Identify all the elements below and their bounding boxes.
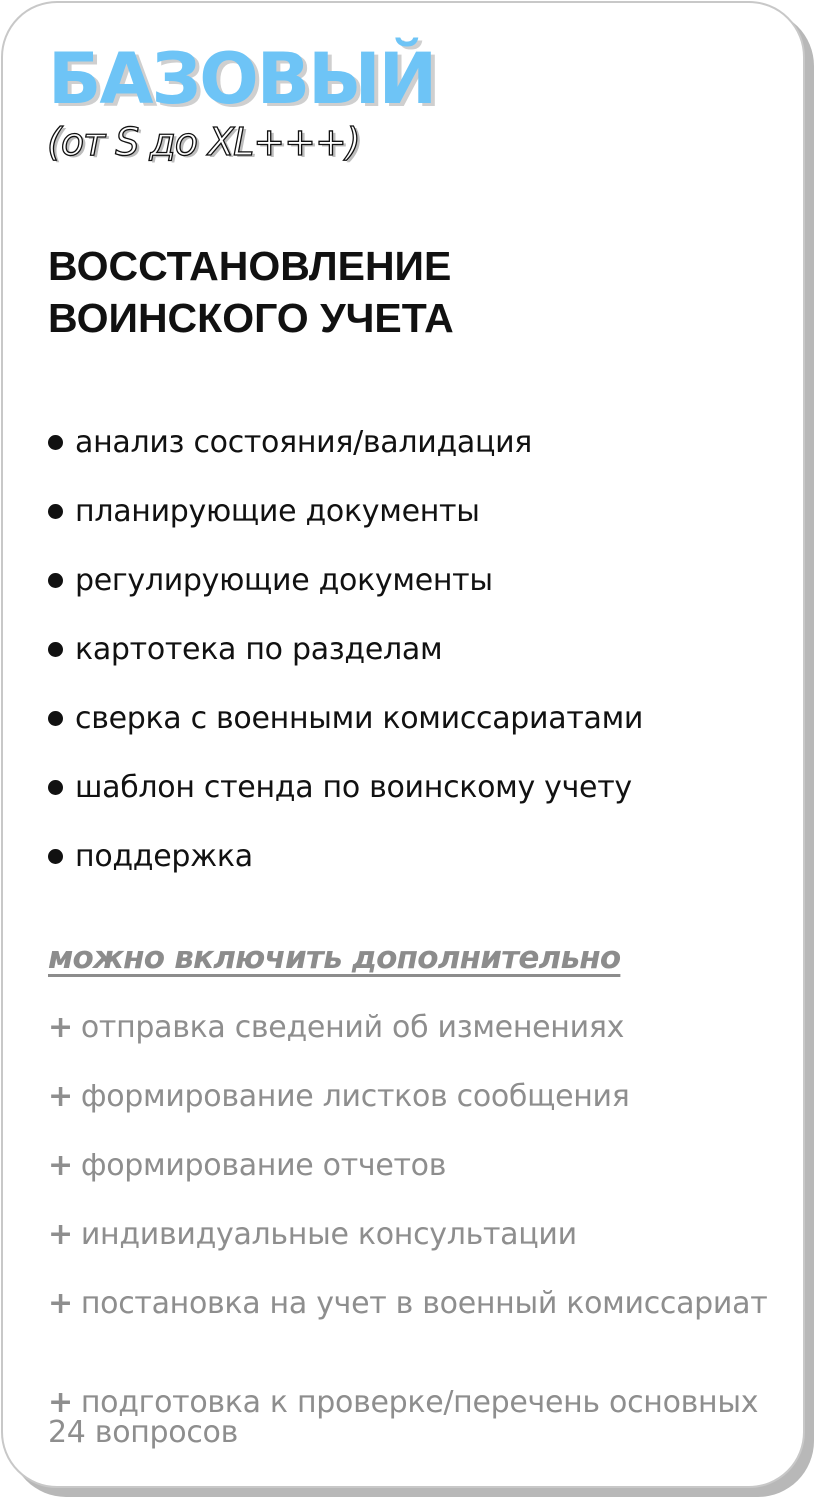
feature-label: картотека по разделам	[75, 632, 443, 667]
feature-item	[48, 765, 643, 834]
extra-label: постановка на учет в военный комиссариат	[80, 1286, 768, 1321]
feature-item	[48, 696, 643, 765]
feature-label: планирующие документы	[75, 494, 480, 529]
plan-title: БАЗОВЫЙ	[48, 38, 436, 120]
feature-label: шаблон стенда по воинскому учету	[75, 770, 632, 805]
feature-item	[48, 420, 643, 489]
bullet-icon	[48, 642, 63, 657]
extra-item	[48, 1380, 768, 1479]
extra-label: формирование листков сообщения	[80, 1079, 630, 1114]
bullet-icon	[48, 780, 63, 795]
extras-list	[48, 1005, 768, 1479]
feature-label: регулирующие документы	[75, 563, 493, 598]
extra-item	[48, 1005, 768, 1074]
extra-label: подготовка к проверке/перечень основных 24 вопросов	[48, 1385, 759, 1450]
feature-label: поддержка	[75, 839, 253, 874]
plus-icon: +	[48, 1079, 73, 1114]
extras-heading: можно включить дополнительно	[48, 940, 621, 976]
feature-item	[48, 489, 643, 558]
feature-list	[48, 420, 643, 903]
bullet-icon	[48, 504, 63, 519]
feature-item	[48, 558, 643, 627]
service-title-line-1: ВОССТАНОВЛЕНИЕ	[48, 243, 452, 289]
service-title-line-2: ВОИНСКОГО УЧЕТА	[48, 295, 454, 341]
plus-icon: +	[48, 1385, 73, 1420]
bullet-icon	[48, 435, 63, 450]
service-title	[48, 240, 454, 344]
feature-item	[48, 627, 643, 696]
bullet-icon	[48, 849, 63, 864]
feature-label: анализ состояния/валидация	[75, 425, 533, 460]
plus-icon: +	[48, 1217, 73, 1252]
bullet-icon	[48, 711, 63, 726]
extra-item	[48, 1212, 768, 1281]
bullet-icon	[48, 573, 63, 588]
plus-icon: +	[48, 1010, 73, 1045]
plus-icon: +	[48, 1148, 73, 1183]
feature-item	[48, 834, 643, 903]
feature-label: сверка с военными комиссариатами	[75, 701, 644, 736]
extra-label: индивидуальные консультации	[80, 1217, 577, 1252]
plan-size-range: (от S до XL+++)	[47, 120, 360, 164]
extra-item	[48, 1074, 768, 1143]
extra-label: отправка сведений об изменениях	[80, 1010, 625, 1045]
extra-label: формирование отчетов	[80, 1148, 447, 1183]
extra-item	[48, 1143, 768, 1212]
plus-icon: +	[48, 1286, 73, 1321]
extra-item	[48, 1281, 768, 1380]
